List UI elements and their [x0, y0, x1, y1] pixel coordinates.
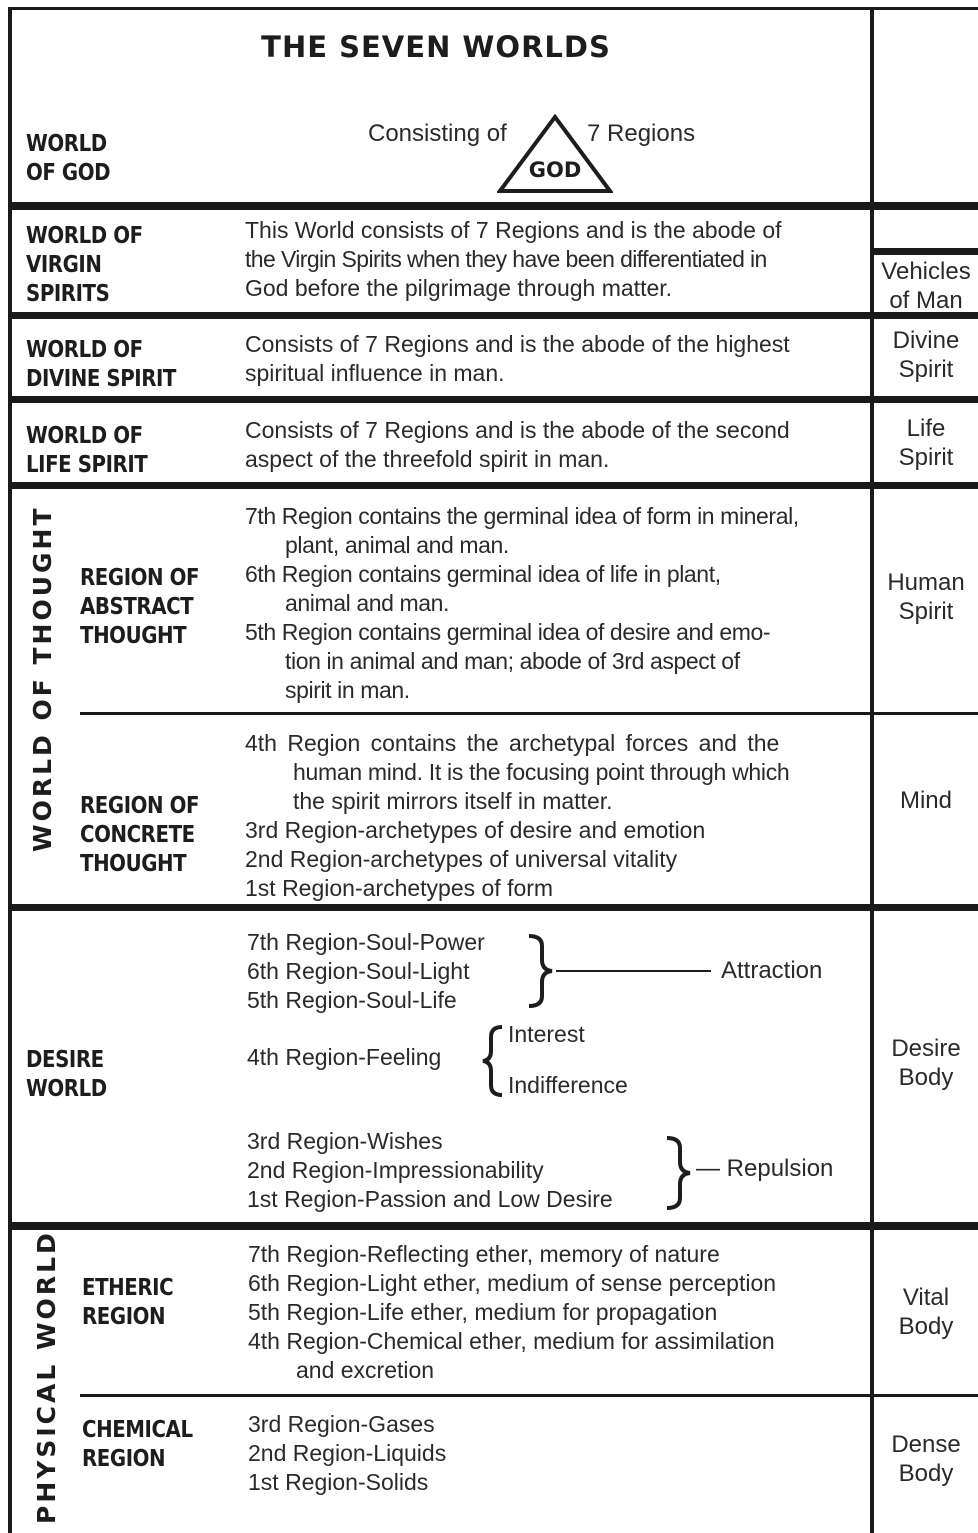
- separator-desire: [8, 1222, 978, 1230]
- desire-feeling-region: 4th Region-Feeling: [247, 1044, 442, 1070]
- frame-top: [8, 7, 978, 10]
- separator-divine: [8, 396, 978, 403]
- indifference-text: Indifference: [508, 1072, 628, 1098]
- vehicle-life-spirit: Life Spirit: [898, 415, 954, 471]
- physical-world-vertical-label: PHYSICAL WORLD: [32, 1230, 61, 1524]
- page-title: THE SEVEN WORLDS: [261, 30, 611, 64]
- separator-virgin: [8, 312, 978, 319]
- seven-regions-text: 7 Regions: [587, 120, 696, 147]
- abstract-thought-text: 7th Region contains the germinal idea of form in mineral, plant, animal and man. 6th Region contains germinal idea of life in plant, animal and man. 5th Region contains germinal idea of desire and emo- tion in animal and man; abode of 3rd aspect of spirit in man.: [245, 503, 799, 703]
- consisting-of-text: Consisting of: [368, 120, 507, 147]
- vehicle-divine-spirit: Divine Spirit: [892, 327, 960, 383]
- chemical-region-text: 3rd Region-Gases 2nd Region-Liquids 1st Region-Solids: [248, 1411, 447, 1495]
- separator-thought: [8, 904, 978, 911]
- abstract-thought-label: REGION OF ABSTRACT THOUGHT: [80, 565, 200, 649]
- separator-physical-inner: [80, 1394, 978, 1397]
- divine-spirit-text: Consists of 7 Regions and is the abode of the highest spiritual influence in man.: [245, 331, 790, 386]
- virgin-spirits-label: WORLD OF VIRGIN SPIRITS: [26, 223, 143, 307]
- desire-upper-regions: 7th Region-Soul-Power 6th Region-Soul-Light 5th Region-Soul-Life: [247, 929, 485, 1013]
- separator-life: [8, 482, 978, 489]
- repulsion-text: — Repulsion: [696, 1155, 834, 1182]
- life-spirit-label: WORLD OF LIFE SPIRIT: [26, 423, 148, 478]
- concrete-thought-label: REGION OF CONCRETE THOUGHT: [80, 793, 200, 877]
- separator-god: [8, 202, 978, 210]
- world-of-god-label: WORLD OF GOD: [26, 131, 111, 186]
- interest-text: Interest: [508, 1021, 585, 1047]
- concrete-thought-text: 4th Region contains the archetypal forces and the human mind. It is the focusing point through which the spirit mirrors itself in matter. 3rd Region-archetypes of desire and emotion 2nd Region-archetypes of universal vitality 1st Region-archetypes of form: [245, 730, 790, 901]
- separator-vehicles-header: [870, 248, 978, 255]
- vehicle-mind: Mind: [899, 787, 953, 814]
- frame-left: [8, 7, 12, 1533]
- world-of-thought-vertical-label: WORLD OF THOUGHT: [28, 505, 57, 852]
- desire-world-label: DESIRE WORLD: [26, 1047, 107, 1102]
- vehicles-of-man-header: Vehicles of Man: [881, 258, 971, 314]
- feeling-brace-icon: [480, 1024, 506, 1098]
- life-spirit-text: Consists of 7 Regions and is the abode of the second aspect of the threefold spirit in man.: [245, 417, 790, 472]
- vehicle-desire-body: Desire Body: [891, 1035, 961, 1091]
- attraction-text: Attraction: [721, 957, 823, 984]
- separator-thought-inner: [80, 712, 978, 715]
- vehicle-vital-body: Vital Body: [898, 1284, 954, 1340]
- god-label: GOD: [528, 158, 582, 182]
- etheric-region-label: ETHERIC REGION: [82, 1275, 174, 1330]
- chemical-region-label: CHEMICAL REGION: [82, 1417, 193, 1472]
- divine-spirit-label: WORLD OF DIVINE SPIRIT: [26, 337, 177, 392]
- etheric-region-text: 7th Region-Reflecting ether, memory of nature 6th Region-Light ether, medium of sense perception 5th Region-Life ether, medium for propagation 4th Region-Chemical ether, medium for assimilation and excretion: [248, 1241, 777, 1383]
- vehicle-dense-body: Dense Body: [891, 1431, 961, 1487]
- desire-lower-regions: 3rd Region-Wishes 2nd Region-Impressionability 1st Region-Passion and Low Desire: [247, 1128, 613, 1212]
- vehicle-human-spirit: Human Spirit: [887, 569, 965, 625]
- repulsion-brace-icon: [664, 1134, 694, 1212]
- virgin-spirits-text: This World consists of 7 Regions and is the abode of the Virgin Spirits when they have been differentiated in God before the pilgrimage through matter.: [245, 217, 782, 301]
- attraction-brace-icon: [526, 932, 726, 1010]
